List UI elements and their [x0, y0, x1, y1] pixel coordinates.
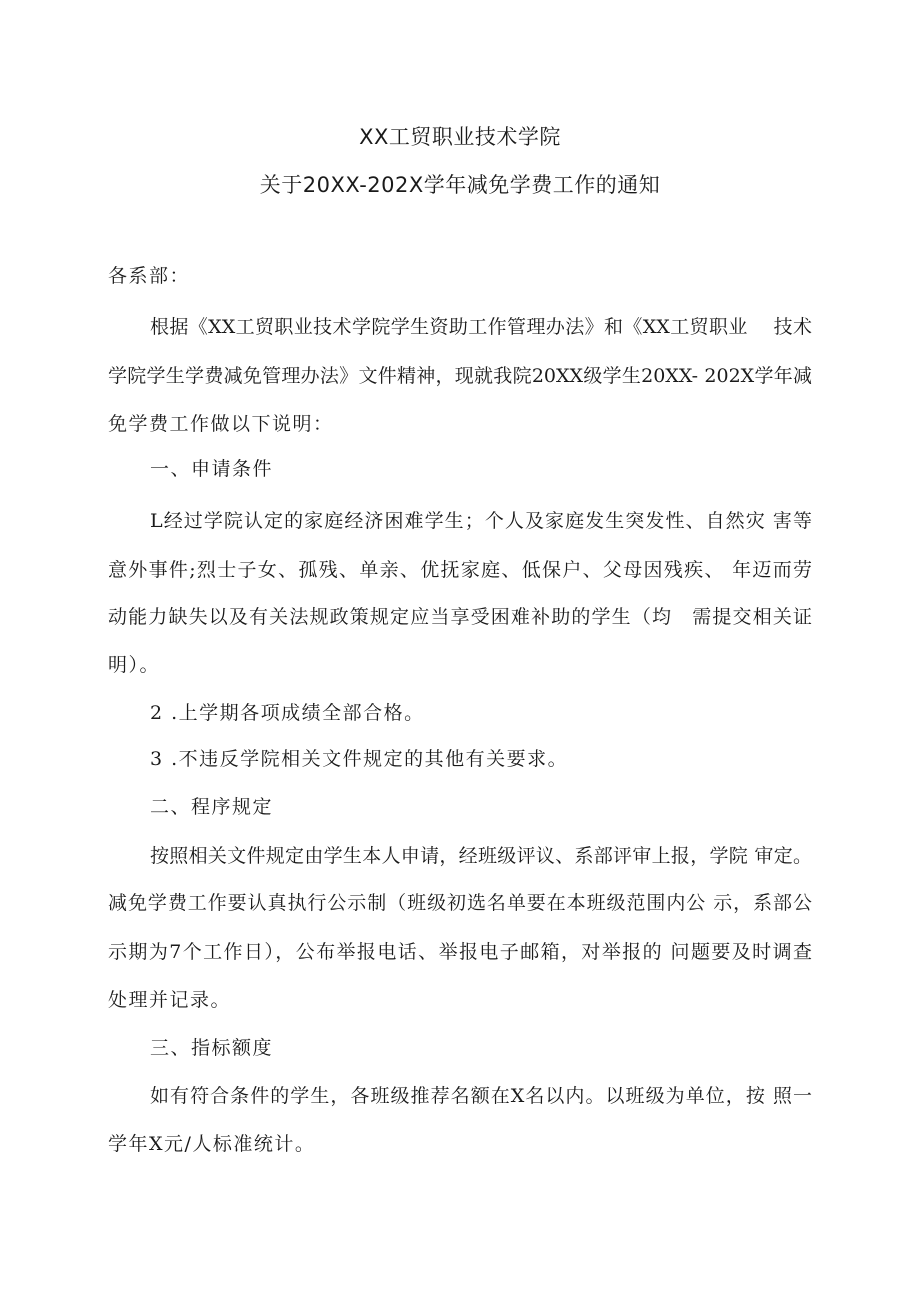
document-title-school: XX工贸职业技术学院 [359, 125, 561, 149]
intro-line-1: 根据《XX工贸职业技术学院学生资助工作管理办法》和《XX工贸职业 技术 [150, 316, 812, 338]
section-1-item-1-line-4: 明）。 [108, 654, 161, 676]
section-3-line-1: 如有符合条件的学生，各班级推荐名额在X名以内。以班级为单位，按 照一 [150, 1085, 812, 1107]
section-2-line-4: 处理并记录。 [108, 989, 232, 1011]
salutation: 各系部： [108, 265, 191, 287]
section-1-heading: 一、申请条件 [150, 458, 274, 480]
section-1-item-2: 2 .上学期各项成绩全部合格。 [150, 702, 425, 724]
section-2-line-1: 按照相关文件规定由学生本人申请，经班级评议、系部评审上报，学院 审定。 [150, 845, 812, 867]
document-title-subject: 关于20XX-202X学年减免学费工作的通知 [259, 173, 661, 197]
section-1-item-3: 3 .不违反学院相关文件规定的其他有关要求。 [150, 748, 569, 770]
section-1-item-1-line-3: 动能力缺失以及有关法规政策规定应当享受困难补助的学生（均 需提交相关证 [108, 606, 812, 628]
section-2-heading: 二、程序规定 [150, 796, 274, 818]
section-1-item-1-line-1: L经过学院认定的家庭经济困难学生；个人及家庭发生突发性、自然灾 害等 [150, 510, 812, 532]
section-3-line-2: 学年X元/人标准统计。 [108, 1133, 316, 1155]
section-3-heading: 三、指标额度 [150, 1037, 274, 1059]
intro-line-2: 学院学生学费减免管理办法》文件精神，现就我院20XX级学生20XX- 202X学年减 [108, 365, 812, 387]
section-2-line-2: 减免学费工作要认真执行公示制（班级初选名单要在本班级范围内公 示，系部公 [108, 892, 812, 914]
section-1-item-1-line-2: 意外事件;烈士子女、孤残、单亲、优抚家庭、低保户、父母因残疾、 年迈而劳 [108, 559, 812, 581]
section-2-line-3: 示期为7个工作日），公布举报电话、举报电子邮箱，对举报的 问题要及时调查 [108, 941, 812, 963]
intro-line-3: 免学费工作做以下说明： [108, 413, 334, 435]
